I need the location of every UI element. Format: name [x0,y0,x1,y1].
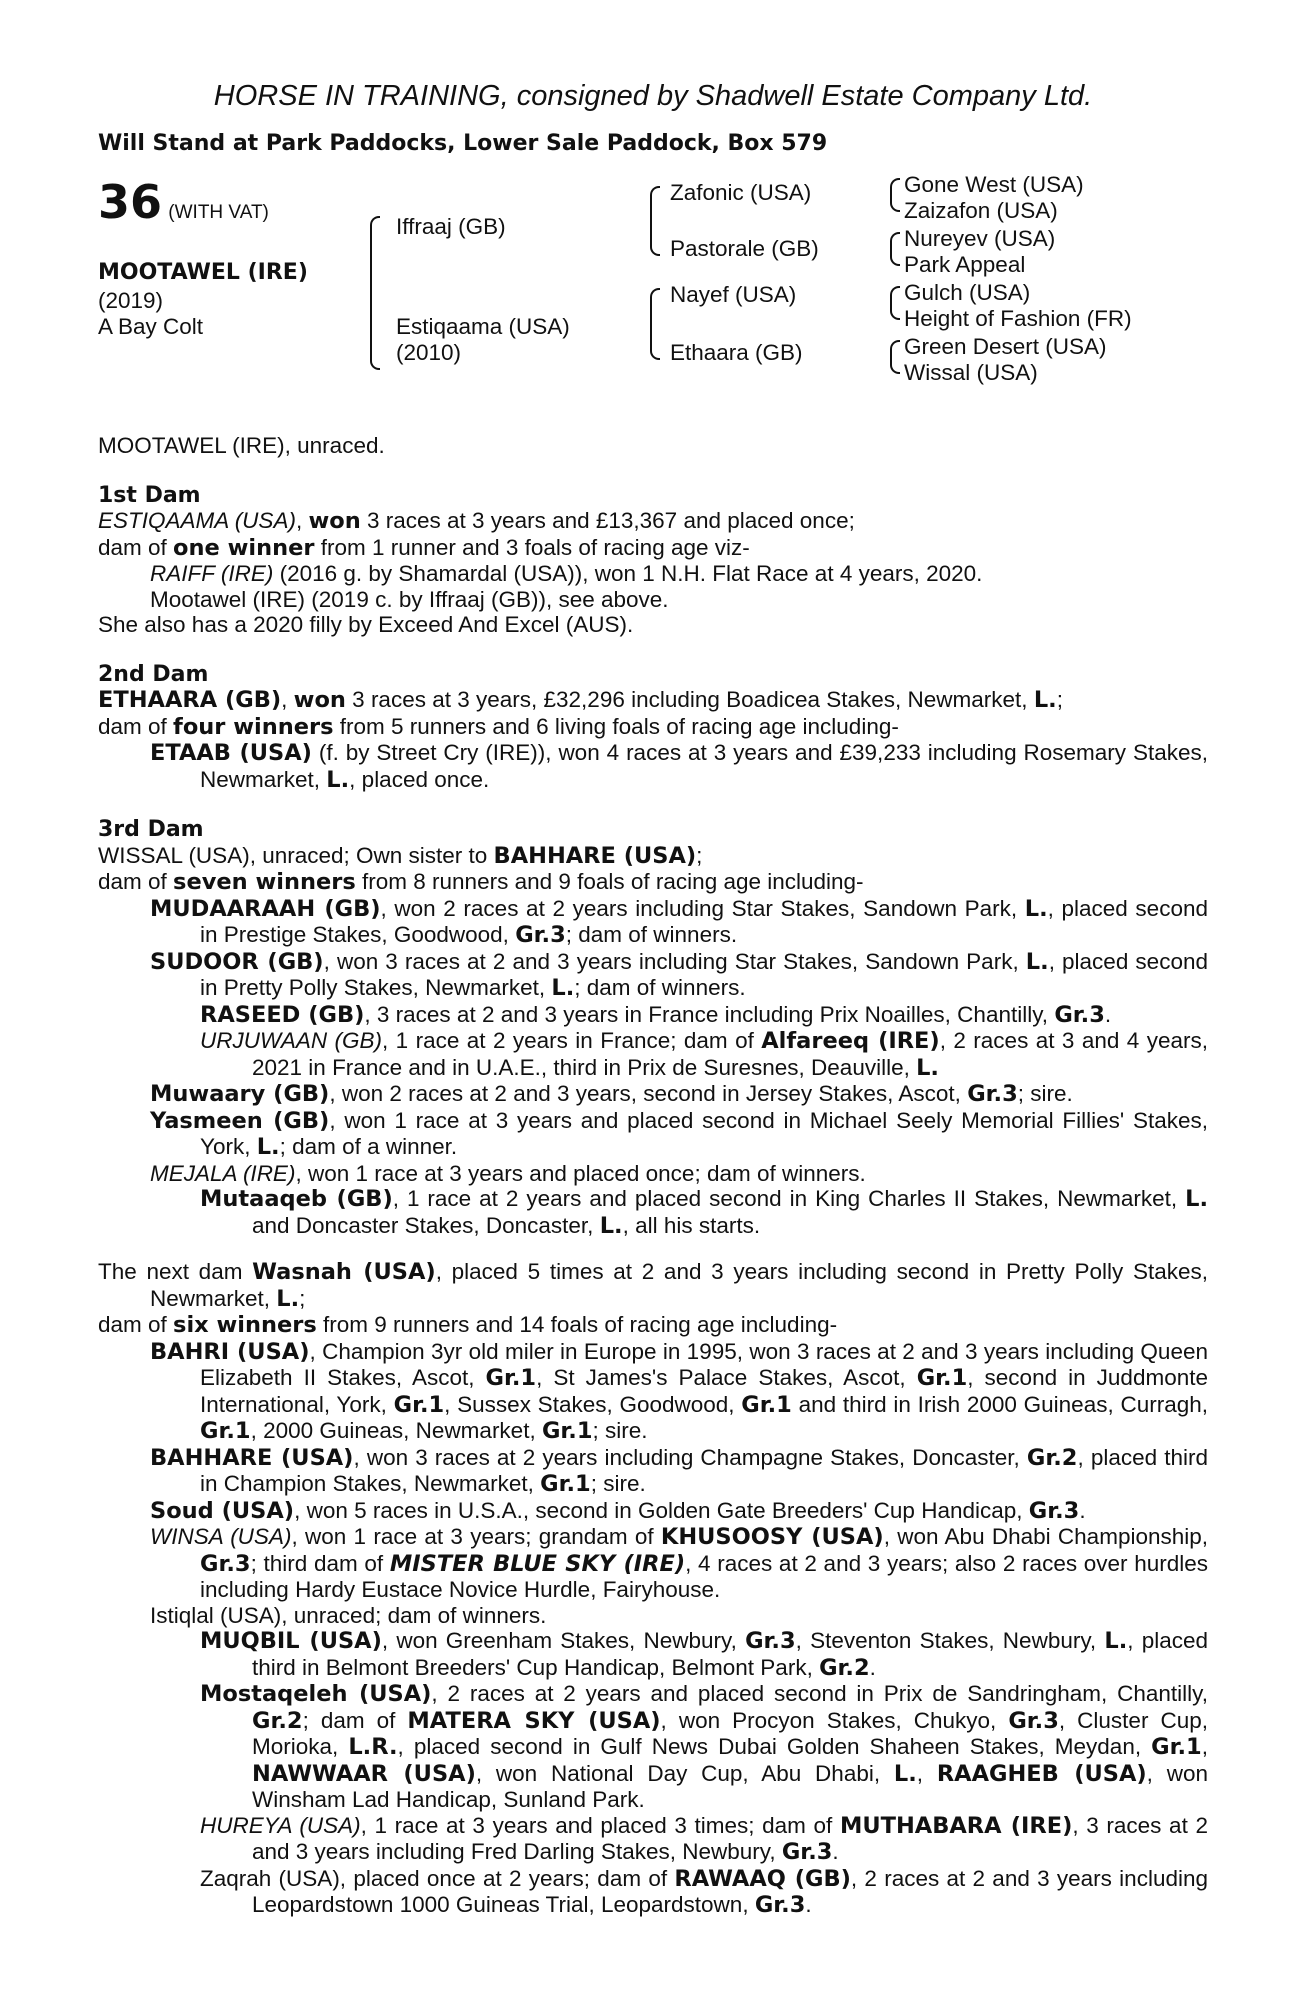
location-line: Will Stand at Park Paddocks, Lower Sale Paddock, Box 579 [98,131,828,156]
grandsire-line-1: Gone West (USA) [904,172,1084,197]
horse-name: MOOTAWEL (IRE) [98,260,308,285]
produce-entry: MUDAARAAH (GB), won 2 races at 2 years including Star Stakes, Sandown Park, L., placed second in Prestige Stakes, Goodwood, Gr.3; dam of winners. [150,895,1208,948]
grandsire-line-4: Park Appeal [904,252,1026,277]
bracket-main [370,216,380,370]
dam: Estiqaama (USA) [396,314,570,339]
produce-entry: RASEED (GB), 3 races at 2 and 3 years in France including Prix Noailles, Chantilly, Gr.3. [200,1001,1112,1028]
pedigree-table [98,172,1208,421]
text-line: dam of four winners from 5 runners and 6 living foals of racing age including- [98,713,899,740]
text-line: dam of seven winners from 8 runners and 9 foals of racing age including- [98,869,864,895]
text-line: The next dam Wasnah (USA), placed 5 times at 2 and 3 years including second in Pretty Polly Stakes, Newmarket, L.; [98,1259,1208,1312]
bracket-sire [650,186,660,256]
grandsire-line-5: Gulch (USA) [904,280,1031,305]
produce-entry: URJUWAAN (GB), 1 race at 2 years in France; dam of Alfareeq (IRE), 2 races at 3 and 4 years, 2021 in France and in U.A.E., third in Prix de Suresnes, Deauville, L. [200,1028,1208,1081]
next-dam-section [98,1259,1208,1919]
horse-year: (2019) [98,288,164,313]
produce-entry: Mootawel (IRE) (2019 c. by Iffraaj (GB)), see above. [150,586,669,612]
sire: Iffraaj (GB) [396,214,506,239]
produce-entry: Mostaqeleh (USA), 2 races at 2 years and placed second in Prix de Sandringham, Chantilly, Gr.2; dam of MATERA SKY (USA), won Procyon Stakes, Chukyo, Gr.3, Cluster Cup, Morioka, L.R., placed second in Gulf News Dubai Golden Shaheen Stakes, Meydan, Gr.1, NAWWAAR (USA), won National Day Cup, Abu Dhabi, L., RAAGHEB (USA), won Winsham Lad Handicap, Sunland Park. [200,1681,1208,1812]
dam-year: (2010) [396,340,462,365]
intro-section [98,433,1208,459]
intro-line: MOOTAWEL (IRE), unraced. [98,433,385,458]
bracket-g1 [890,178,900,212]
lot-number: 36 [98,175,163,229]
third-dam-section [98,817,1208,1239]
produce-entry: Muwaary (GB), won 2 races at 2 and 3 years, second in Jersey Stakes, Ascot, Gr.3; sire. [150,1081,1073,1107]
grandsire-line-8: Wissal (USA) [904,360,1038,385]
produce-entry: Istiqlal (USA), unraced; dam of winners. [150,1602,547,1628]
produce-entry: Mutaaqeb (GB), 1 race at 2 years and placed second in King Charles II Stakes, Newmarket, L. and Doncaster Stakes, Doncaster, L., all his starts. [200,1186,1208,1239]
first-dam-section [98,483,1208,638]
horse-description: A Bay Colt [98,314,204,339]
section-heading: 2nd Dam [98,661,209,687]
second-dam-section [98,662,1208,794]
vat-note: (WITH VAT) [168,202,269,223]
section-heading: 3rd Dam [98,817,204,842]
text-line: dam of one winner from 1 runner and 3 foals of racing age viz- [98,534,750,561]
lot-number-line [98,176,269,229]
bracket-g3 [890,286,900,320]
produce-entry: RAIFF (IRE) (2016 g. by Shamardal (USA)), won 1 N.H. Flat Race at 4 years, 2020. [150,561,983,586]
produce-entry: WINSA (USA), won 1 race at 3 years; grandam of KHUSOOSY (USA), won Abu Dhabi Championship, Gr.3; third dam of MISTER BLUE SKY (IRE), 4 races at 2 and 3 years; also 2 races over hurdles including Hardy Eustace Novice Hurdle, Fairyhouse. [150,1524,1209,1602]
produce-entry: Zaqrah (USA), placed once at 2 years; dam of RAWAAQ (GB), 2 races at 2 and 3 years including Leopardstown 1000 Guineas Trial, Leopardstown, Gr.3. [200,1865,1208,1918]
text-line: ESTIQAAMA (USA), won 3 races at 3 years and £13,367 and placed once; [98,508,855,534]
text-line: WISSAL (USA), unraced; Own sister to BAHHARE (USA); [98,842,703,869]
produce-entry: MUQBIL (USA), won Greenham Stakes, Newbury, Gr.3, Steventon Stakes, Newbury, L., placed third in Belmont Breeders' Cup Handicap, Belmont Park, Gr.2. [200,1628,1208,1681]
bracket-g4 [890,340,900,374]
bracket-dam [650,288,660,360]
produce-entry: SUDOOR (GB), won 3 races at 2 and 3 years including Star Stakes, Sandown Park, L., placed second in Pretty Polly Stakes, Newmarket, L.; dam of winners. [150,948,1208,1001]
text-line: She also has a 2020 filly by Exceed And Excel (AUS). [98,612,634,637]
produce-entry: HUREYA (USA), 1 race at 3 years and placed 3 times; dam of MUTHABARA (IRE), 3 races at 2 and 3 years including Fred Darling Stakes, Newbury, Gr.3. [200,1812,1208,1865]
grandsire-line-3: Nureyev (USA) [904,226,1056,251]
catalogue-page [98,80,1208,1919]
produce-entry: Yasmeen (GB), won 1 race at 3 years and placed second in Michael Seely Memorial Fillies' Stakes, York, L.; dam of a winner. [150,1107,1208,1160]
grandsire-line-6: Height of Fashion (FR) [904,306,1132,331]
produce-entry: Soud (USA), won 5 races in U.S.A., second in Golden Gate Breeders' Cup Handicap, Gr.3. [150,1497,1086,1524]
grandsire-line-7: Green Desert (USA) [904,334,1107,359]
sire-sire: Zafonic (USA) [670,180,812,205]
dam-sire: Nayef (USA) [670,282,797,307]
section-heading: 1st Dam [98,482,201,508]
bracket-g2 [890,232,900,266]
dam-dam: Ethaara (GB) [670,340,803,365]
produce-entry: ETAAB (USA) (f. by Street Cry (IRE)), won 4 races at 3 years and £39,233 including Rosemary Stakes, Newmarket, L., placed once. [150,740,1208,793]
produce-entry: BAHRI (USA), Champion 3yr old miler in Europe in 1995, won 3 races at 2 and 3 years including Queen Elizabeth II Stakes, Ascot, Gr.1, St James's Palace Stakes, Ascot, Gr.1, second in Juddmonte International, York, Gr.1, Sussex Stakes, Goodwood, Gr.1 and third in Irish 2000 Guineas, Curragh, Gr.1, 2000 Guineas, Newmarket, Gr.1; sire. [150,1338,1208,1444]
text-line: ETHAARA (GB), won 3 races at 3 years, £32,296 including Boadicea Stakes, Newmarket, L.; [98,687,1063,713]
produce-entry: MEJALA (IRE), won 1 race at 3 years and placed once; dam of winners. [150,1160,866,1186]
produce-entry: BAHHARE (USA), won 3 races at 2 years including Champagne Stakes, Doncaster, Gr.2, placed third in Champion Stakes, Newmarket, Gr.1; sire. [150,1444,1208,1497]
text-line: dam of six winners from 9 runners and 14 foals of racing age including- [98,1312,838,1338]
page-header: HORSE IN TRAINING, consigned by Shadwell Estate Company Ltd. [213,80,1093,112]
grandsire-line-2: Zaizafon (USA) [904,198,1058,223]
sire-dam: Pastorale (GB) [670,236,819,261]
